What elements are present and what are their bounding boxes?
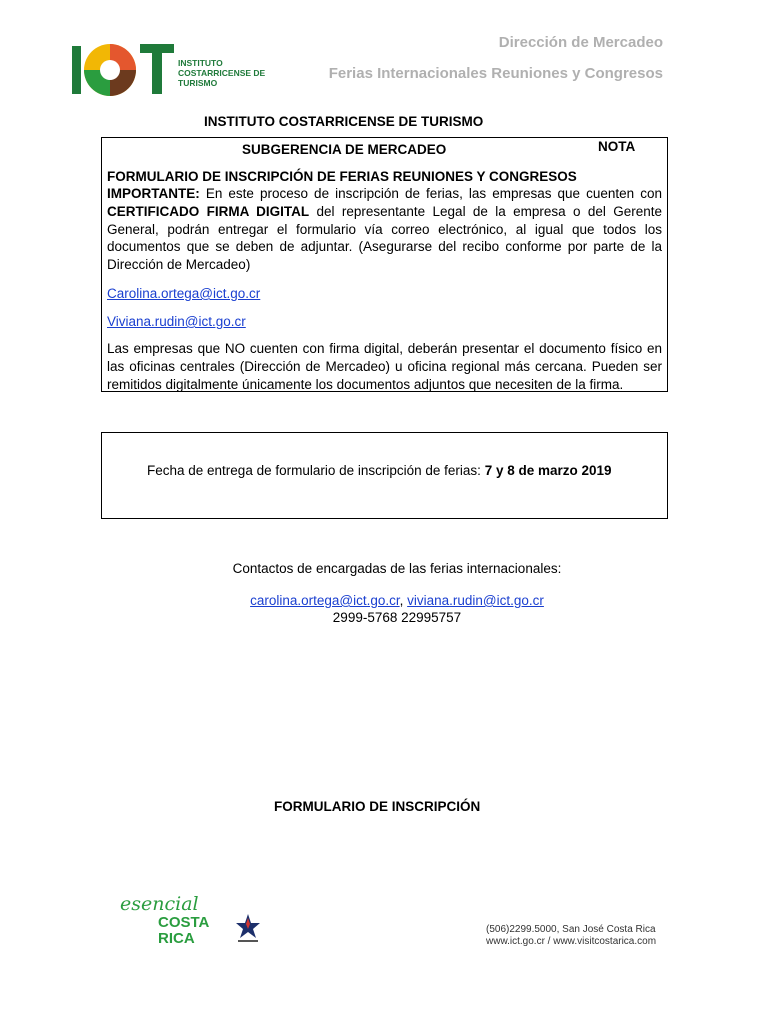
important-text: En este proceso de inscripción de ferias, las empresas que cuenten con [199, 186, 662, 201]
header-area: Ferias Internacionales Reuniones y Congresos [328, 65, 663, 82]
contacts-emails [12, 593, 770, 608]
contacts-label: Contactos de encargadas de las ferias internacionales: [232, 561, 562, 576]
logo-text-line: INSTITUTO [178, 58, 223, 68]
footer-websites: www.ict.go.cr / www.visitcostarica.com [486, 936, 657, 947]
no-signature-paragraph: Las empresas que NO cuenten con firma digital, deberán presentar el documento físico en las oficinas centrales (Dirección de Mercadeo) u oficina regional más cercana. Pueden ser remitidos digitalmente únicamente los documentos adjuntos que necesiten de la firma. [107, 341, 662, 392]
important-paragraph [107, 185, 662, 274]
brand-rica: RICA [158, 930, 195, 947]
nota-label: NOTA [598, 139, 636, 154]
footer-contact [486, 924, 656, 948]
institution-title: INSTITUTO COSTARRICENSE DE TURISMO [204, 114, 484, 129]
esencial-costa-rica-logo [120, 893, 230, 953]
footer-address: (506)2299.5000, San José Costa Rica [486, 924, 656, 935]
important-label: IMPORTANTE: [107, 186, 200, 201]
email-link-text[interactable]: Carolina.ortega@ict.go.cr [107, 286, 261, 301]
logo-text-line: TURISMO [178, 78, 218, 88]
contact-phones: 2999-5768 22995757 [332, 610, 462, 625]
contact-email-carolina[interactable]: carolina.ortega@ict.go.cr [250, 593, 400, 608]
section-title: FORMULARIO DE INSCRIPCIÓN [274, 799, 481, 814]
email-link-viviana[interactable] [107, 313, 246, 331]
certificado-label: CERTIFICADO FIRMA DIGITAL [107, 203, 310, 219]
star-emblem-icon [234, 912, 262, 944]
contact-separator: , [399, 593, 408, 608]
brand-script: esencial [120, 893, 199, 915]
ict-logo-graphic [70, 36, 180, 102]
email-link-carolina[interactable] [107, 285, 260, 303]
logo-text-line: COSTARRICENSE DE [178, 68, 266, 78]
brand-costa: COSTA [158, 914, 210, 931]
subgerencia-title: SUBGERENCIA DE MERCADEO [242, 142, 447, 157]
delivery-date-text [147, 463, 612, 478]
form-title: FORMULARIO DE INSCRIPCIÓN DE FERIAS REUNIONES Y CONGRESOS [107, 169, 577, 184]
logo-institution-text [178, 58, 265, 88]
delivery-date-label: Fecha de entrega de formulario de inscripción de ferias: [147, 463, 485, 478]
contact-email-viviana[interactable]: viviana.rudin@ict.go.cr [407, 593, 544, 608]
header-department: Dirección de Mercadeo [498, 34, 663, 51]
email-link-text[interactable]: Viviana.rudin@ict.go.cr [107, 314, 246, 329]
delivery-date-value: 7 y 8 de marzo 2019 [484, 463, 612, 478]
important-text-cont: del representante Legal de la empresa o del Gerente General, podrán entregar el formulario vía correo electrónico, al igual que todos los documentos que se deben de adjuntar. (Asegurarse del recibo conforme por parte de la Dirección de Mercadeo) [107, 203, 662, 273]
